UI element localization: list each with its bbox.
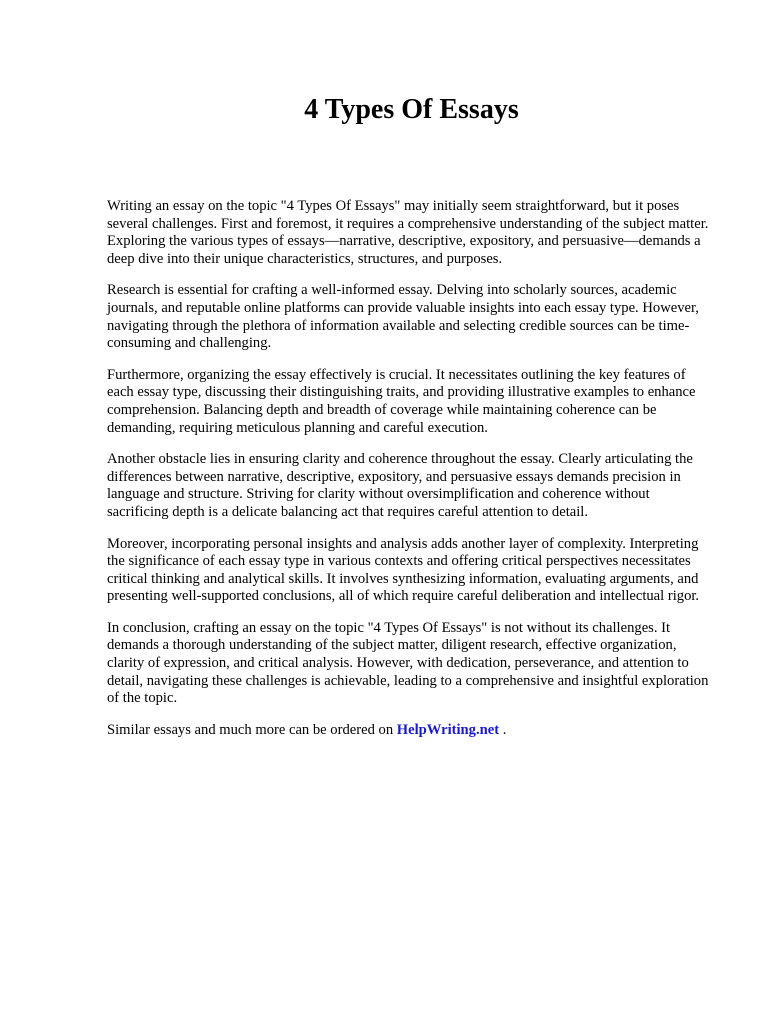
paragraph-organization: Furthermore, organizing the essay effectively is crucial. It necessitates outlining the key features of each essay type, discussing their distinguishing traits, and providing illustrative examples to enhance comprehension. Balancing depth and breadth of coverage while maintaining coherence can be demanding, requiring meticulous planning and careful execution. (107, 366, 696, 436)
paragraph-research: Research is essential for crafting a well-informed essay. Delving into scholarly sources, academic journals, and reputable online platforms can provide valuable insights into each essay type. However, navigating through the plethora of information available and selecting credible sources can be time-consuming and challenging. (107, 282, 699, 352)
helpwriting-link[interactable]: HelpWriting.net (396, 721, 500, 738)
title-wrapper (0, 94, 768, 126)
paragraph-insights: Moreover, incorporating personal insights and analysis adds another layer of complexity. Interpreting the significance of each essay type in various contexts and offering critical perspectives necessitates critical thinking and analytical skills. It involves synthesizing information, evaluating arguments, and presenting well-supported conclusions, all of which require careful deliberation and intellectual rigor. (107, 535, 700, 605)
closing-line (107, 722, 714, 740)
paragraph-intro: Writing an essay on the topic "4 Types Of Essays" may initially seem straightforward, but it poses several challenges. First and foremost, it requires a comprehensive understanding of the subject matter. Exploring the various types of essays—narrative, descriptive, expository, and persuasive—demands a deep dive into their unique characteristics, structures, and purposes. (107, 198, 709, 267)
document-title: 4 Types Of Essays (304, 94, 519, 125)
paragraph-conclusion: In conclusion, crafting an essay on the topic "4 Types Of Essays" is not without its challenges. It demands a thorough understanding of the subject matter, diligent research, effective organization, clarity of expression, and critical analysis. However, with dedication, perseverance, and attention to detail, navigating these challenges is achievable, leading to a comprehensive and insightful exploration of the topic. (107, 619, 709, 707)
paragraph-clarity: Another obstacle lies in ensuring clarity and coherence throughout the essay. Clearly articulating the differences between narrative, descriptive, expository, and persuasive essays demands precision in language and structure. Striving for clarity without oversimplification and coherence without sacrificing depth is a delicate balancing act that requires careful attention to detail. (107, 451, 693, 520)
closing-suffix: . (499, 721, 507, 738)
closing-prefix: Similar essays and much more can be ordered on (107, 721, 397, 738)
